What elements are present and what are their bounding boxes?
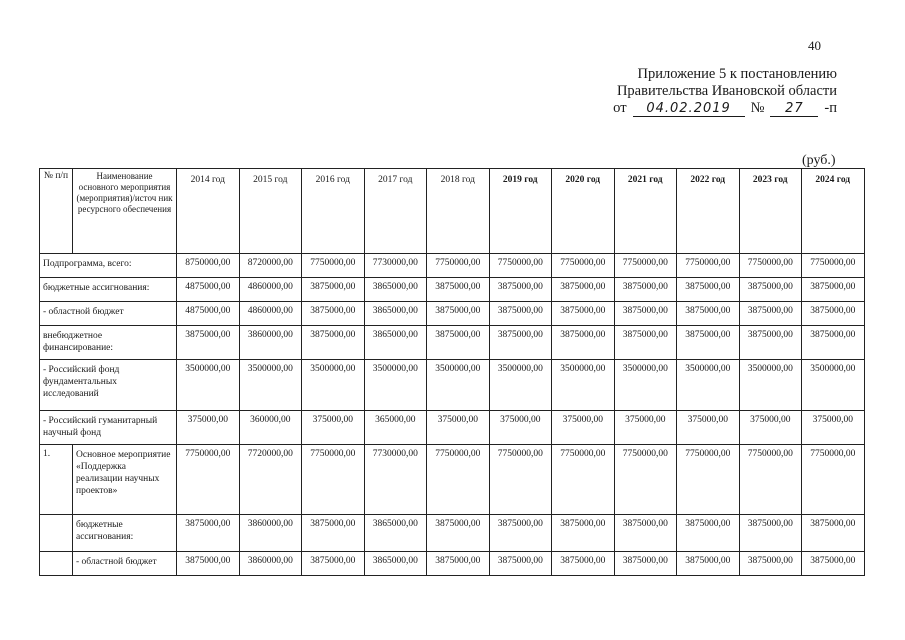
amount-cell: 3875000,00 xyxy=(677,552,740,576)
amount-cell: 7750000,00 xyxy=(552,254,615,278)
col-header-year: 2023 год xyxy=(739,169,802,254)
amount-cell: 365000,00 xyxy=(364,411,427,445)
header-line-2: Правительства Ивановской области xyxy=(616,83,837,99)
amount-cell: 3860000,00 xyxy=(239,515,302,552)
row-label: - областной бюджет xyxy=(73,552,177,576)
amount-cell: 3875000,00 xyxy=(427,515,490,552)
amount-cell: 375000,00 xyxy=(614,411,677,445)
amount-cell: 3875000,00 xyxy=(489,302,552,326)
amount-cell: 7750000,00 xyxy=(614,445,677,515)
amount-cell: 3865000,00 xyxy=(364,515,427,552)
amount-cell: 3875000,00 xyxy=(739,302,802,326)
amount-cell: 3500000,00 xyxy=(364,360,427,411)
amount-cell: 7750000,00 xyxy=(677,254,740,278)
header-line-1: Приложение 5 к постановлению xyxy=(637,66,837,82)
amount-cell: 375000,00 xyxy=(427,411,490,445)
amount-cell: 7750000,00 xyxy=(802,445,865,515)
table-row xyxy=(40,326,865,360)
row-number xyxy=(40,515,73,552)
amount-cell: 3875000,00 xyxy=(739,552,802,576)
amount-cell: 3500000,00 xyxy=(677,360,740,411)
amount-cell: 3875000,00 xyxy=(677,515,740,552)
table-row xyxy=(40,254,865,278)
page-number: 40 xyxy=(808,38,821,53)
col-header-no: № п/п xyxy=(40,169,73,254)
amount-cell: 3875000,00 xyxy=(552,515,615,552)
amount-cell: 3875000,00 xyxy=(614,515,677,552)
amount-cell: 3865000,00 xyxy=(364,552,427,576)
amount-cell: 7750000,00 xyxy=(739,445,802,515)
document-header xyxy=(613,66,837,117)
table-header-row xyxy=(40,169,865,254)
row-label: - областной бюджет xyxy=(40,302,177,326)
amount-cell: 3875000,00 xyxy=(739,515,802,552)
amount-cell: 7750000,00 xyxy=(302,445,365,515)
from-label: от xyxy=(613,100,627,116)
amount-cell: 7750000,00 xyxy=(489,445,552,515)
order-date: 04.02.2019 xyxy=(633,102,745,117)
table-row xyxy=(40,278,865,302)
amount-cell: 8720000,00 xyxy=(239,254,302,278)
order-line xyxy=(613,100,837,117)
amount-cell: 375000,00 xyxy=(802,411,865,445)
amount-cell: 4875000,00 xyxy=(177,302,240,326)
row-label: бюджетные ассигнования: xyxy=(73,515,177,552)
amount-cell: 3860000,00 xyxy=(239,552,302,576)
amount-cell: 3875000,00 xyxy=(427,278,490,302)
amount-cell: 3875000,00 xyxy=(552,302,615,326)
amount-cell: 3500000,00 xyxy=(489,360,552,411)
amount-cell: 3865000,00 xyxy=(364,326,427,360)
amount-cell: 3875000,00 xyxy=(677,326,740,360)
table-row xyxy=(40,411,865,445)
amount-cell: 3875000,00 xyxy=(489,326,552,360)
amount-cell: 3875000,00 xyxy=(489,552,552,576)
amount-cell: 3875000,00 xyxy=(677,302,740,326)
amount-cell: 3875000,00 xyxy=(739,326,802,360)
amount-cell: 3875000,00 xyxy=(427,302,490,326)
amount-cell: 3500000,00 xyxy=(739,360,802,411)
amount-cell: 8750000,00 xyxy=(177,254,240,278)
amount-cell: 3875000,00 xyxy=(802,326,865,360)
amount-cell: 3500000,00 xyxy=(614,360,677,411)
amount-cell: 3500000,00 xyxy=(802,360,865,411)
amount-cell: 3875000,00 xyxy=(739,278,802,302)
amount-cell: 7750000,00 xyxy=(489,254,552,278)
amount-cell: 7720000,00 xyxy=(239,445,302,515)
amount-cell: 3875000,00 xyxy=(177,552,240,576)
amount-cell: 3875000,00 xyxy=(614,326,677,360)
amount-cell: 4875000,00 xyxy=(177,278,240,302)
amount-cell: 4860000,00 xyxy=(239,278,302,302)
amount-cell: 3875000,00 xyxy=(302,302,365,326)
amount-cell: 375000,00 xyxy=(677,411,740,445)
amount-cell: 3875000,00 xyxy=(427,326,490,360)
amount-cell: 3875000,00 xyxy=(802,302,865,326)
amount-cell: 7750000,00 xyxy=(739,254,802,278)
order-number: 27 xyxy=(770,102,818,117)
amount-cell: 375000,00 xyxy=(302,411,365,445)
amount-cell: 3875000,00 xyxy=(302,515,365,552)
col-header-year: 2024 год xyxy=(802,169,865,254)
row-label: - Российский фонд фундаментальных исследований xyxy=(40,360,177,411)
col-header-year: 2019 год xyxy=(489,169,552,254)
amount-cell: 375000,00 xyxy=(739,411,802,445)
amount-cell: 7730000,00 xyxy=(364,445,427,515)
number-label: № xyxy=(750,100,765,116)
amount-cell: 3500000,00 xyxy=(302,360,365,411)
amount-cell: 3875000,00 xyxy=(177,326,240,360)
row-label: Основное мероприятие «Поддержка реализации научных проектов» xyxy=(73,445,177,515)
amount-cell: 4860000,00 xyxy=(239,302,302,326)
amount-cell: 3865000,00 xyxy=(364,278,427,302)
amount-cell: 3875000,00 xyxy=(802,515,865,552)
table-row xyxy=(40,445,865,515)
amount-cell: 3875000,00 xyxy=(427,552,490,576)
amount-cell: 7750000,00 xyxy=(552,445,615,515)
amount-cell: 3875000,00 xyxy=(677,278,740,302)
amount-cell: 375000,00 xyxy=(489,411,552,445)
amount-cell: 3875000,00 xyxy=(802,278,865,302)
row-label: - Российский гуманитарный научный фонд xyxy=(40,411,177,445)
amount-cell: 7750000,00 xyxy=(677,445,740,515)
amount-cell: 3875000,00 xyxy=(302,278,365,302)
col-header-year: 2020 год xyxy=(552,169,615,254)
amount-cell: 375000,00 xyxy=(177,411,240,445)
amount-cell: 3875000,00 xyxy=(302,552,365,576)
amount-cell: 3875000,00 xyxy=(614,278,677,302)
amount-cell: 7750000,00 xyxy=(302,254,365,278)
amount-cell: 7750000,00 xyxy=(614,254,677,278)
amount-cell: 7750000,00 xyxy=(177,445,240,515)
amount-cell: 3875000,00 xyxy=(489,278,552,302)
row-label: Подпрограмма, всего: xyxy=(40,254,177,278)
col-header-year: 2015 год xyxy=(239,169,302,254)
col-header-year: 2021 год xyxy=(614,169,677,254)
amount-cell: 3875000,00 xyxy=(552,326,615,360)
table-row xyxy=(40,515,865,552)
col-header-name: Наименование основного мероприятия (мероприятия)/источ ник ресурсного обеспечения xyxy=(73,169,177,254)
col-header-year: 2017 год xyxy=(364,169,427,254)
amount-cell: 3500000,00 xyxy=(552,360,615,411)
funding-table xyxy=(39,168,865,576)
amount-cell: 3875000,00 xyxy=(552,552,615,576)
row-label: бюджетные ассигнования: xyxy=(40,278,177,302)
col-header-year: 2022 год xyxy=(677,169,740,254)
amount-cell: 7750000,00 xyxy=(802,254,865,278)
table-row xyxy=(40,302,865,326)
amount-cell: 3875000,00 xyxy=(614,302,677,326)
amount-cell: 3500000,00 xyxy=(427,360,490,411)
amount-cell: 3875000,00 xyxy=(802,552,865,576)
amount-cell: 3875000,00 xyxy=(177,515,240,552)
table-row xyxy=(40,552,865,576)
col-header-year: 2016 год xyxy=(302,169,365,254)
amount-cell: 3860000,00 xyxy=(239,326,302,360)
row-number: 1. xyxy=(40,445,73,515)
col-header-year: 2014 год xyxy=(177,169,240,254)
col-header-year: 2018 год xyxy=(427,169,490,254)
amount-cell: 3865000,00 xyxy=(364,302,427,326)
amount-cell: 3500000,00 xyxy=(239,360,302,411)
amount-cell: 3875000,00 xyxy=(552,278,615,302)
amount-cell: 375000,00 xyxy=(552,411,615,445)
amount-cell: 360000,00 xyxy=(239,411,302,445)
currency-note: (руб.) xyxy=(802,153,836,168)
amount-cell: 7750000,00 xyxy=(427,254,490,278)
amount-cell: 3875000,00 xyxy=(302,326,365,360)
row-number xyxy=(40,552,73,576)
amount-cell: 3875000,00 xyxy=(614,552,677,576)
amount-cell: 7750000,00 xyxy=(427,445,490,515)
order-suffix: -п xyxy=(824,100,837,116)
amount-cell: 7730000,00 xyxy=(364,254,427,278)
row-label: внебюджетное финансирование: xyxy=(40,326,177,360)
amount-cell: 3500000,00 xyxy=(177,360,240,411)
table-row xyxy=(40,360,865,411)
amount-cell: 3875000,00 xyxy=(489,515,552,552)
